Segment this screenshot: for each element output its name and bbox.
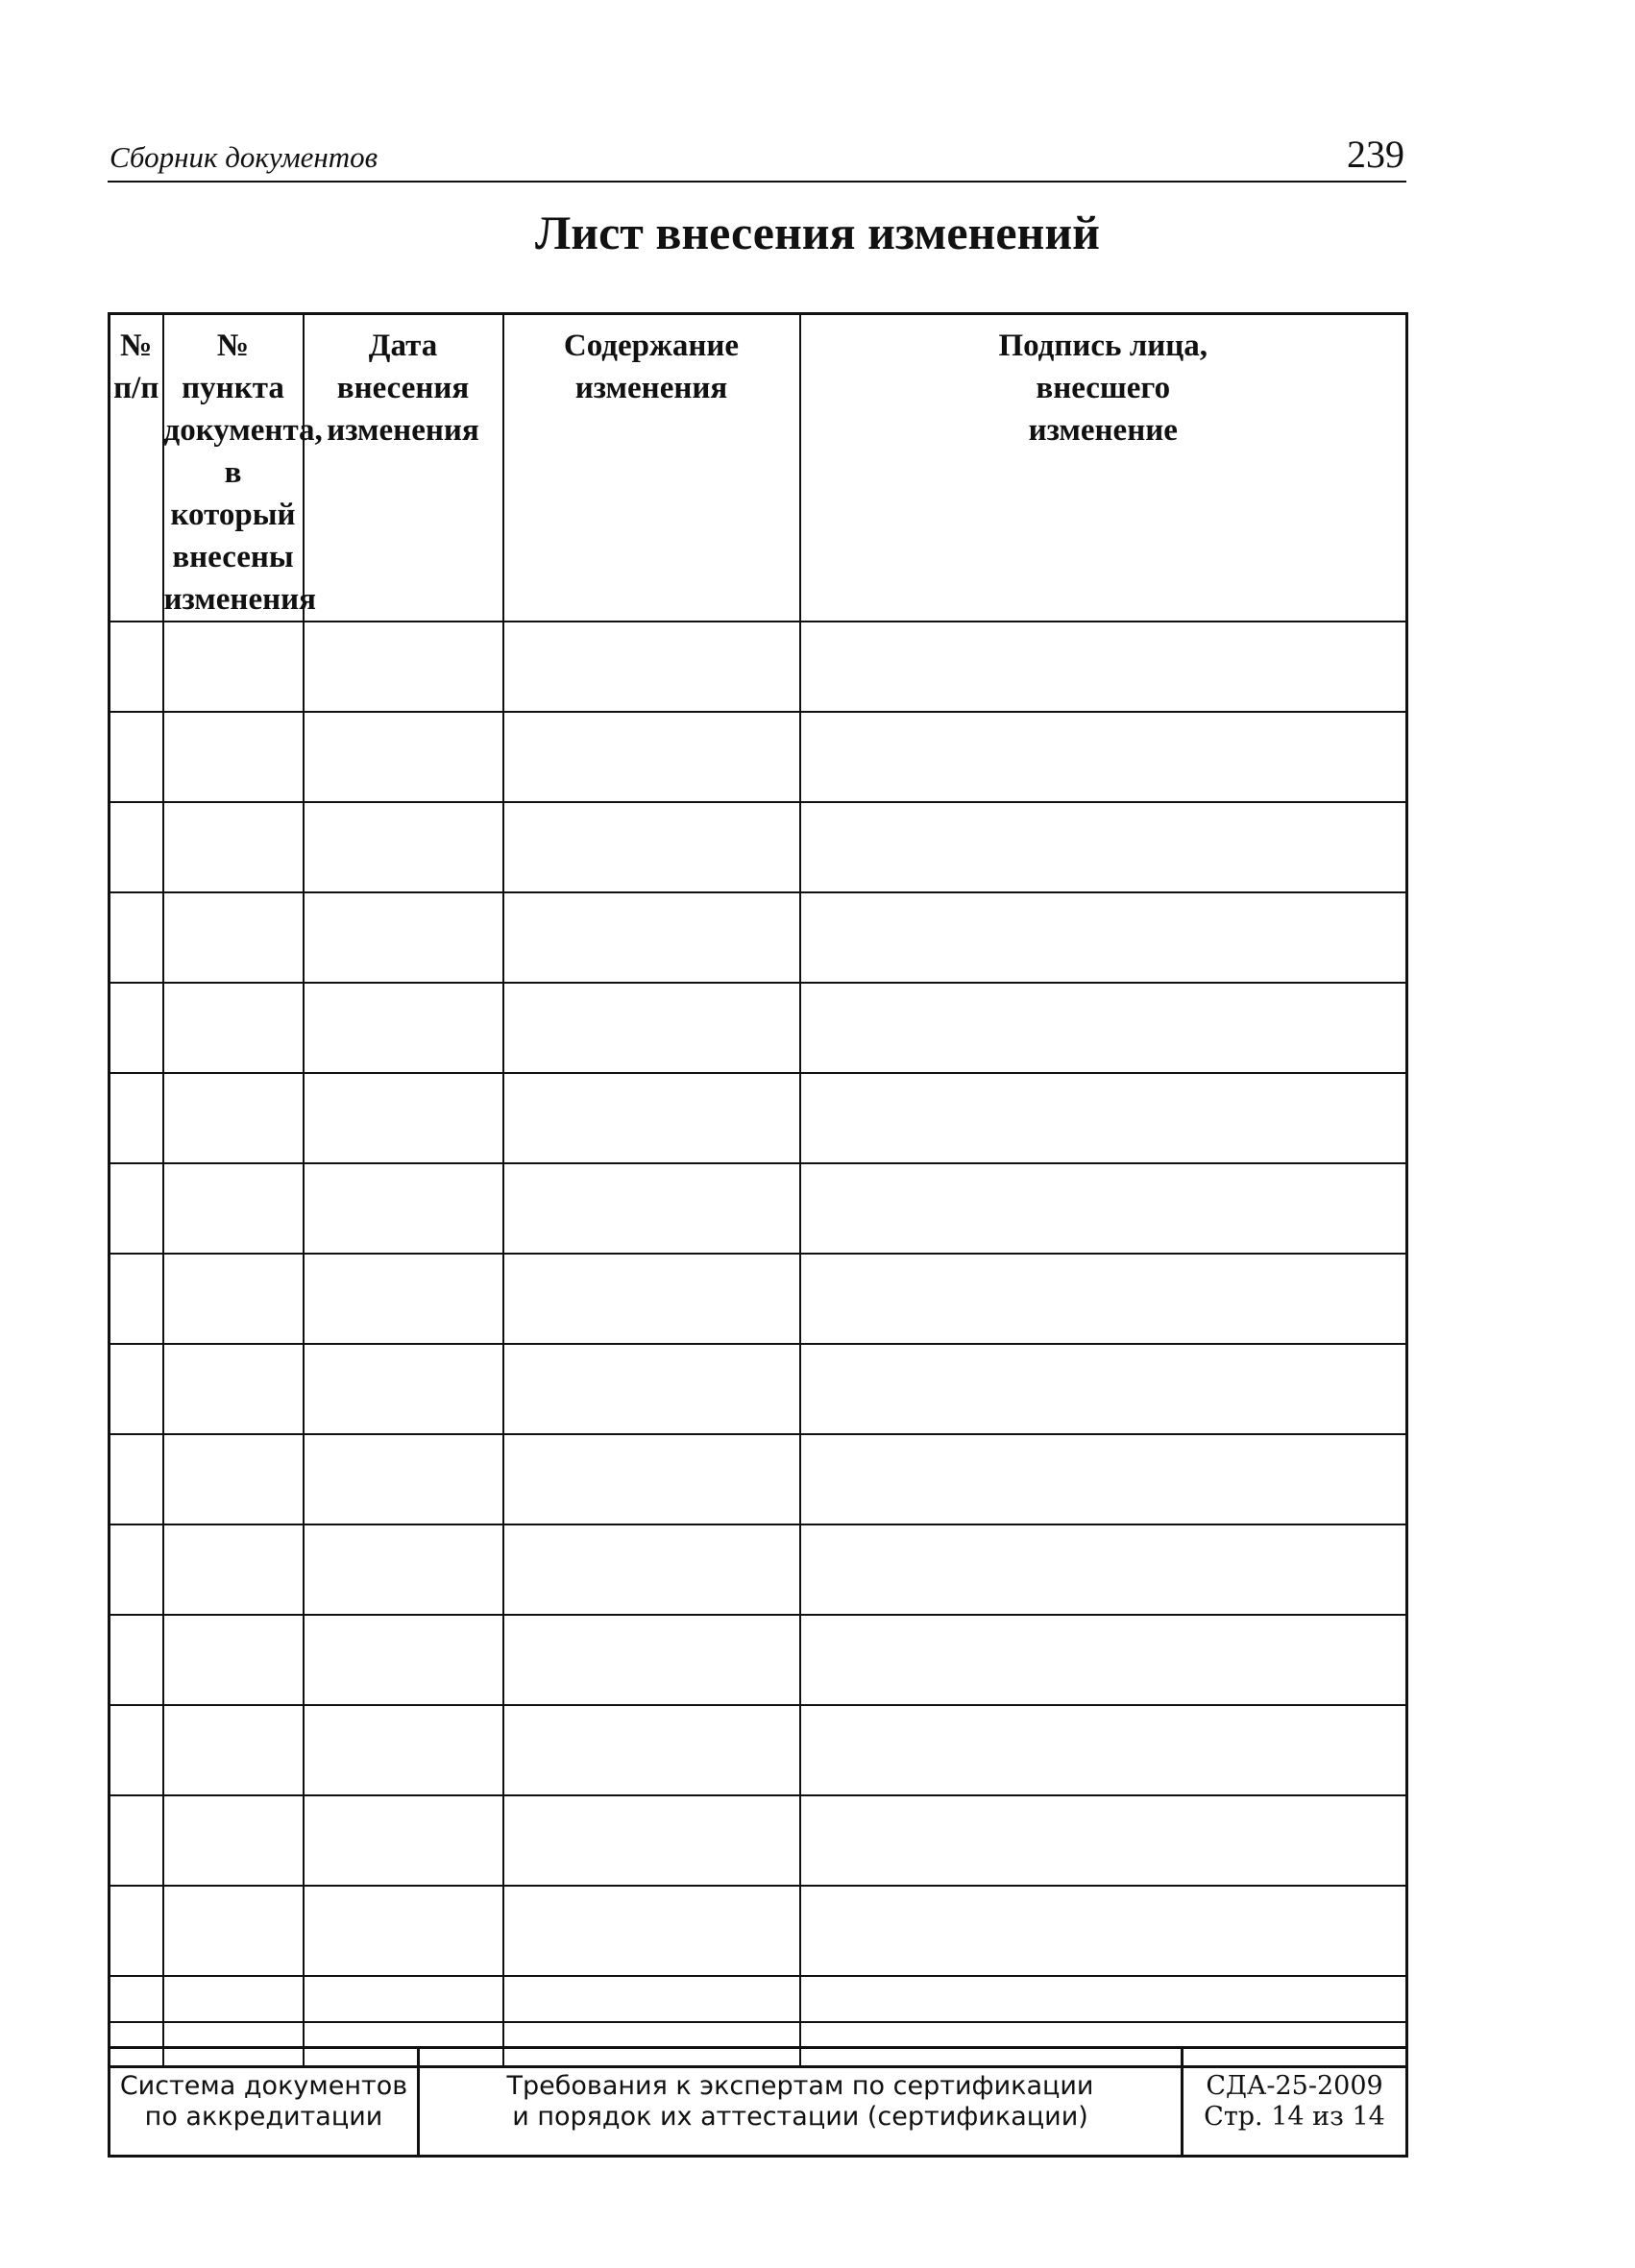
table-cell [503, 1705, 800, 1795]
table-cell [800, 1073, 1407, 1163]
table-cell [800, 1344, 1407, 1434]
header-line: изменения [327, 413, 479, 448]
table-row [110, 1073, 1407, 1163]
table-cell [163, 1344, 304, 1434]
table-cell [163, 712, 304, 802]
table-cell [163, 983, 304, 1073]
table-cell [503, 1254, 800, 1344]
collection-title: Сборник документов [110, 140, 378, 174]
footer-doc-code: СДА-25-2009 [1206, 2071, 1383, 2101]
table-cell [503, 1073, 800, 1163]
table-cell [163, 1795, 304, 1886]
table-cell [800, 1524, 1407, 1615]
table-cell [110, 622, 163, 712]
table-cell [304, 712, 503, 802]
table-row [110, 1705, 1407, 1795]
table-cell [163, 1886, 304, 1976]
table-row [110, 983, 1407, 1073]
header-signature [800, 314, 1407, 622]
header-line: Подпись лица, [998, 329, 1208, 363]
table-cell [163, 1163, 304, 1254]
table-cell [110, 1073, 163, 1163]
table-cell [800, 802, 1407, 892]
table-cell [110, 1524, 163, 1615]
table-row [110, 1254, 1407, 1344]
table-cell [304, 1795, 503, 1886]
table-cell [503, 1795, 800, 1886]
table-header-row [110, 314, 1407, 622]
table-cell [163, 1524, 304, 1615]
header-line: в который [170, 455, 296, 532]
change-log-table [108, 312, 1408, 2068]
table-cell [503, 802, 800, 892]
table-cell [110, 1434, 163, 1524]
table-cell [503, 1615, 800, 1705]
table-cell [503, 1434, 800, 1524]
footer-system-line: Система документов [119, 2071, 408, 2101]
table-row [110, 712, 1407, 802]
page-title: Лист внесения изменений [535, 206, 1100, 259]
table-row [110, 1434, 1407, 1524]
header-line: изменения [163, 582, 316, 617]
table-cell [110, 1254, 163, 1344]
running-head [108, 131, 1406, 183]
table-row [110, 622, 1407, 712]
table-cell [110, 892, 163, 983]
document-footer [108, 2046, 1408, 2158]
table-cell [110, 1795, 163, 1886]
header-line: внесшего [1036, 371, 1171, 405]
table-row [110, 802, 1407, 892]
table-cell [800, 1886, 1407, 1976]
header-line: внесены [172, 540, 294, 574]
footer-page-info: Стр. 14 из 14 [1204, 2102, 1385, 2132]
table-cell [110, 1344, 163, 1434]
header-clause-number [163, 314, 323, 622]
table-cell [110, 712, 163, 802]
table-cell [110, 1615, 163, 1705]
footer-divider [108, 2021, 1408, 2023]
table-cell [304, 1886, 503, 1976]
footer-code-cell [1184, 2049, 1405, 2155]
table-cell [304, 983, 503, 1073]
table-cell [800, 1163, 1407, 1254]
header-line: № [120, 329, 153, 363]
table-cell [304, 1344, 503, 1434]
table-row [110, 892, 1407, 983]
table-cell [304, 1163, 503, 1254]
table-cell [304, 892, 503, 983]
footer-requirements-cell [420, 2049, 1184, 2155]
table-cell [304, 802, 503, 892]
table-row [110, 1886, 1407, 1976]
table-cell [503, 1886, 800, 1976]
footer-system-line: по аккредитации [144, 2102, 383, 2132]
table-cell [304, 1073, 503, 1163]
header-line: документа, [163, 413, 323, 448]
table-cell [163, 1434, 304, 1524]
table-cell [503, 983, 800, 1073]
table-cell [503, 1163, 800, 1254]
table-cell [800, 892, 1407, 983]
table-cell [163, 622, 304, 712]
table-cell [304, 1705, 503, 1795]
table-cell [800, 622, 1407, 712]
table-cell [163, 892, 304, 983]
header-line: изменение [1028, 413, 1178, 448]
header-change-date [304, 314, 503, 622]
table-cell [800, 1615, 1407, 1705]
table-cell [110, 983, 163, 1073]
table-cell [163, 1254, 304, 1344]
table-cell [800, 983, 1407, 1073]
table-cell [110, 1886, 163, 1976]
header-line: п/п [113, 371, 159, 405]
header-line: № пункта [182, 329, 284, 405]
header-row-number [110, 314, 163, 622]
table-cell [800, 712, 1407, 802]
table-cell [503, 892, 800, 983]
page-number: 239 [1347, 133, 1404, 176]
footer-system-cell [110, 2049, 420, 2155]
table-cell [110, 802, 163, 892]
table-cell [800, 1434, 1407, 1524]
table-cell [304, 1434, 503, 1524]
table-cell [503, 712, 800, 802]
table-cell [800, 1795, 1407, 1886]
table-cell [503, 1524, 800, 1615]
header-change-content [503, 314, 800, 622]
table-cell [163, 1073, 304, 1163]
table-cell [110, 1705, 163, 1795]
footer-requirements-line: Требования к экспертам по сертификации [506, 2071, 1094, 2101]
table-cell [304, 1254, 503, 1344]
table-row [110, 1344, 1407, 1434]
footer-requirements-line: и порядок их аттестации (сертификации) [512, 2102, 1088, 2132]
table-cell [304, 622, 503, 712]
table-row [110, 1163, 1407, 1254]
table-cell [163, 1615, 304, 1705]
table-cell [163, 802, 304, 892]
table-cell [800, 1705, 1407, 1795]
header-line: Содержание изменения [563, 329, 740, 405]
table-cell [163, 1705, 304, 1795]
table-cell [110, 1163, 163, 1254]
table-cell [304, 1524, 503, 1615]
table-row [110, 1615, 1407, 1705]
header-line: Дата внесения [336, 329, 470, 405]
table-cell [503, 622, 800, 712]
table-cell [304, 1615, 503, 1705]
table-cell [503, 1344, 800, 1434]
table-cell [800, 1254, 1407, 1344]
table-row [110, 1795, 1407, 1886]
table-body [110, 622, 1407, 2067]
table-row [110, 1524, 1407, 1615]
